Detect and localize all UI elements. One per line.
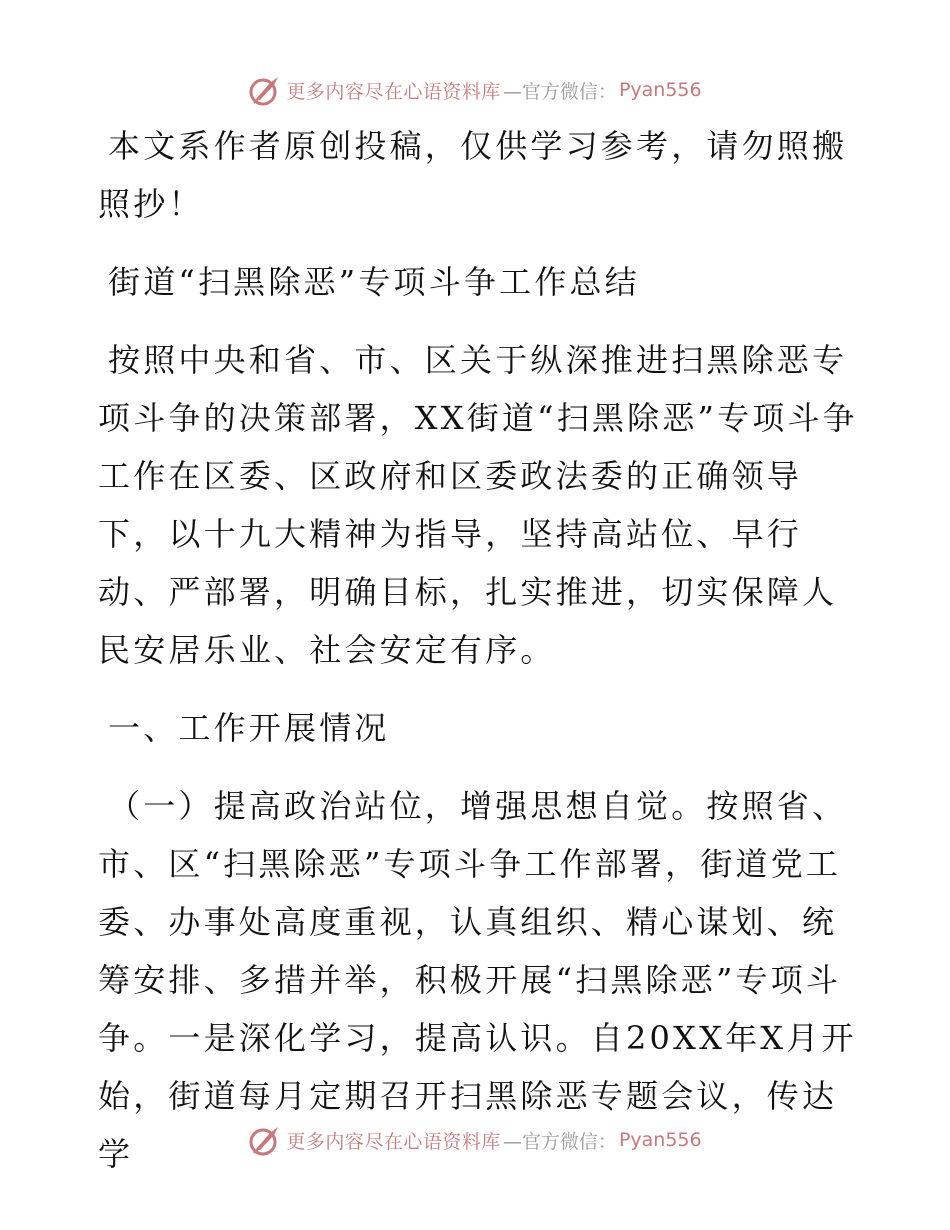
watermark-id: Pyan556	[618, 79, 702, 101]
quill-logo-icon	[248, 73, 282, 107]
quill-logo-icon	[248, 1123, 282, 1157]
watermark-header	[0, 70, 950, 110]
watermark-brand: 更多内容尽在心语资料库	[286, 1130, 501, 1153]
intro-paragraph: 按照中央和省、市、区关于纵深推进扫黑除恶专项斗争的决策部署，XX街道“扫黑除恶”专项斗争工作在区委、区政府和区委政法委的正确领导下，以十九大精神为指导，坚持高站位、早行动、严部署，明确目标，扎实推进，切实保障人民安居乐业、社会安定有序。	[98, 341, 858, 669]
body-paragraph: （一）提高政治站位，增强思想自觉。按照省、市、区“扫黑除恶”专项斗争工作部署，街道党工委、办事处高度重视，认真组织、精心谋划、统筹安排、多措并举，积极开展“扫黑除恶”专项斗争。一是深化学习，提高认识。自20XX年X月开始，街道每月定期召开扫黑除恶专题会议，传达学	[98, 787, 857, 1173]
disclaimer-paragraph: 本文系作者原创投稿，仅供学习参考，请勿照搬照抄！	[98, 127, 848, 223]
watermark-brand: 更多内容尽在心语资料库	[286, 80, 501, 103]
watermark-id: Pyan556	[618, 1129, 702, 1151]
document-body	[98, 117, 858, 1183]
watermark-footer	[0, 1120, 950, 1160]
section-heading: 一、工作开展情况	[108, 709, 390, 747]
document-title: 街道“扫黑除恶”专项斗争工作总结	[108, 263, 640, 301]
watermark-official: —官方微信：	[502, 80, 617, 103]
watermark-official: —官方微信：	[502, 1130, 617, 1153]
